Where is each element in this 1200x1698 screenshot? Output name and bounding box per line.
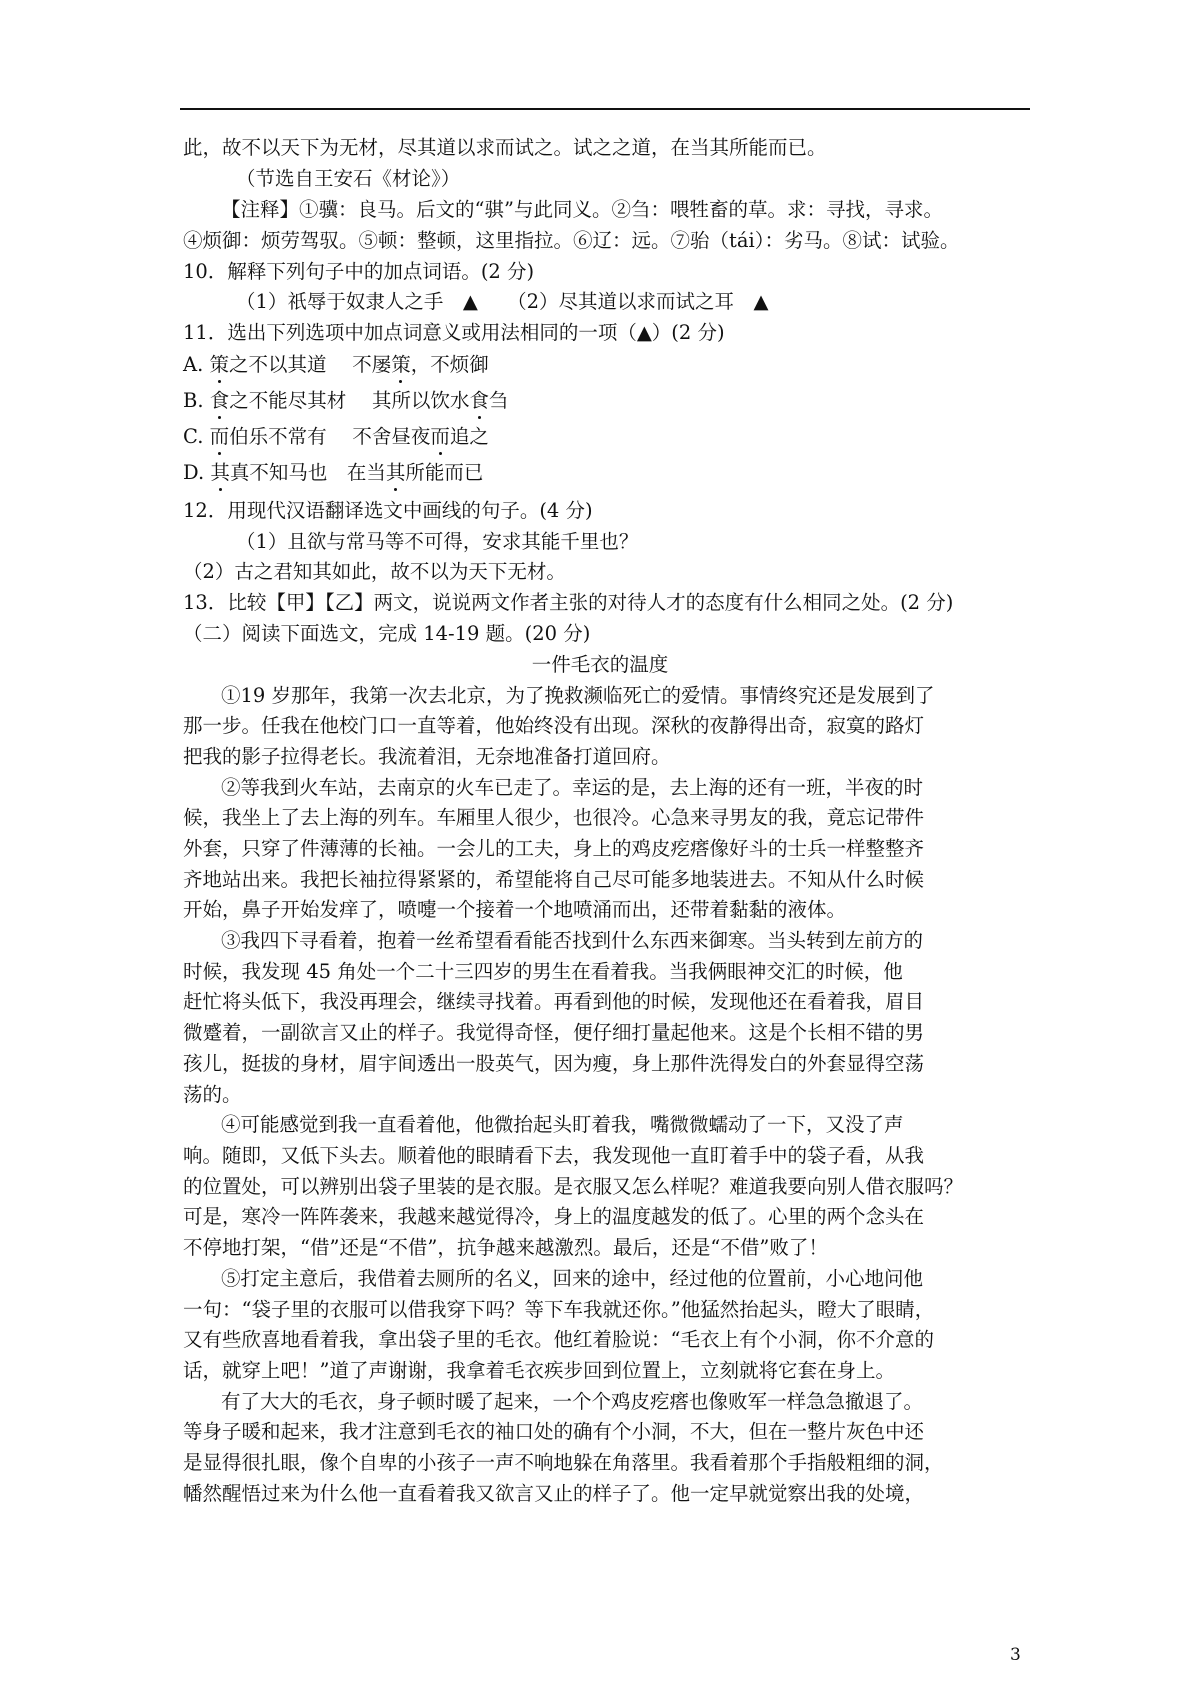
header-rule xyxy=(180,108,1030,110)
option-label: A. xyxy=(183,353,204,376)
paragraph-line: 齐地站出来。我把长袖拉得紧紧的，希望能将自己尽可能多地装进去。不知从什么时候 xyxy=(183,868,925,891)
annotation-line: 【注释】①骥：良马。后文的“骐”与此同义。②刍：喂牲畜的草。求：寻找，寻求。 xyxy=(221,198,943,221)
question-13: 13．比较【甲】【乙】两文，说说两文作者主张的对待人才的态度有什么相同之处。(2 分) xyxy=(183,591,954,614)
section-heading: （二）阅读下面选文，完成 14-19 题。(20 分) xyxy=(183,622,591,645)
paragraph-line: ③我四下寻看着，抱着一丝希望看看能否找到什么东西来御寒。当头转到左前方的 xyxy=(221,929,924,952)
option-label: D. xyxy=(183,461,205,484)
dotted-word: 食 xyxy=(209,389,230,412)
paragraph-line: 把我的影子拉得老长。我流着泪，无奈地准备打道回府。 xyxy=(183,745,671,768)
paragraph-line: 等身子暖和起来，我才注意到毛衣的袖口处的确有个小洞，不大，但在一整片灰色中还 xyxy=(183,1420,925,1443)
option-a xyxy=(183,353,489,377)
paragraph-line: 话，就穿上吧！”道了声谢谢，我拿着毛衣疾步回到位置上，立刻就将它套在身上。 xyxy=(183,1359,895,1382)
option-text: 刍 xyxy=(488,389,509,412)
question-10-items: （1）祇辱于奴隶人之手 ▲ （2）尽其道以求而试之耳 ▲ xyxy=(236,290,769,313)
dotted-word: 其 xyxy=(385,461,406,484)
paragraph-line: 赶忙将头低下，我没再理会，继续寻找着。再看到他的时候，发现他还在看着我，眉目 xyxy=(183,990,925,1013)
text-line: 此，故不以天下为无材，尽其道以求而试之。试之之道，在当其所能而已。 xyxy=(183,136,827,159)
option-text: 所能而已 xyxy=(405,461,484,484)
paragraph-line: 微蹙着，一副欲言又止的样子。我觉得奇怪，便仔细打量起他来。这是个长相不错的男 xyxy=(183,1021,925,1044)
paragraph-line: 可是，寒冷一阵阵袭来，我越来越觉得冷，身上的温度越发的低了。心里的两个念头在 xyxy=(183,1205,925,1228)
paragraph-line: 是显得很扎眼，像个自卑的小孩子一声不响地躲在角落里。我看着那个手指般粗细的洞， xyxy=(183,1451,944,1474)
paragraph-line: 时候，我发现 45 角处一个二十三四岁的男生在看着我。当我俩眼神交汇的时候，他 xyxy=(183,960,903,983)
paragraph-line: 不停地打架，“借”还是“不借”，抗争越来越激烈。最后，还是“不借”败了！ xyxy=(183,1236,828,1259)
option-text: ，不烦御 xyxy=(410,353,489,376)
option-d xyxy=(183,461,483,485)
paragraph-line: 又有些欣喜地看着我，拿出袋子里的毛衣。他红着脸说：“毛衣上有个小洞，你不介意的 xyxy=(183,1328,934,1351)
paragraph-line: ①19 岁那年，我第一次去北京，为了挽救濒临死亡的爱情。事情终究还是发展到了 xyxy=(221,684,935,707)
option-text: 追之 xyxy=(449,425,489,448)
paragraph-line: 的位置处，可以辨别出袋子里装的是衣服。是衣服又怎么样呢？难道我要向别人借衣服吗？ xyxy=(183,1175,964,1198)
option-text: 伯乐不常有 不舍昼夜 xyxy=(229,425,431,448)
page-number: 3 xyxy=(1010,1645,1021,1665)
option-text: 之不能尽其材 其所以饮水 xyxy=(229,389,470,412)
dotted-word: 而 xyxy=(209,425,230,448)
question-12-item: （2）古之君知其如此，故不以为天下无材。 xyxy=(183,560,566,583)
dotted-word: 策 xyxy=(209,353,229,376)
option-b xyxy=(183,389,508,413)
dotted-word: 食 xyxy=(469,389,489,412)
paragraph-line: 那一步。任我在他校门口一直等着，他始终没有出现。深秋的夜静得出奇，寂寞的路灯 xyxy=(183,714,925,737)
dotted-word: 而 xyxy=(430,425,450,448)
paragraph-line: 孩儿，挺拔的身材，眉宇间透出一股英气，因为瘦，身上那件洗得发白的外套显得空荡 xyxy=(183,1052,925,1075)
option-label: B. xyxy=(183,389,204,412)
question-12-item: （1）且欲与常马等不可得，安求其能千里也？ xyxy=(236,530,639,553)
paragraph-line: 响。随即，又低下头去。顺着他的眼睛看下去，我发现他一直盯着手中的袋子看，从我 xyxy=(183,1144,925,1167)
option-text: 真不知马也 在当 xyxy=(229,461,386,484)
article-title: 一件毛衣的温度 xyxy=(531,653,669,676)
paragraph-line: 外套，只穿了件薄薄的长袖。一会儿的工夫，身上的鸡皮疙瘩像好斗的士兵一样整整齐 xyxy=(183,837,925,860)
question-11: 11．选出下列选项中加点词意义或用法相同的一项（▲）(2 分) xyxy=(183,321,725,344)
annotation-line: ④烦御：烦劳驾驭。⑤顿：整顿，这里指拉。⑥辽：远。⑦骀（tái）：劣马。⑧试：试验。 xyxy=(183,229,960,252)
paragraph-line: 幡然醒悟过来为什么他一直看着我又欲言又止的样子了。他一定早就觉察出我的处境， xyxy=(183,1482,925,1505)
paragraph-line: ②等我到火车站，去南京的火车已走了。幸运的是，去上海的还有一班，半夜的时 xyxy=(221,776,924,799)
question-10: 10．解释下列句子中的加点词语。(2 分) xyxy=(183,260,535,283)
option-text: 之不以其道 不屡 xyxy=(229,353,392,376)
paragraph-line: 荡的。 xyxy=(183,1083,242,1106)
paragraph-line: 一句：“袋子里的衣服可以借我穿下吗？等下车我就还你。”他猛然抬起头，瞪大了眼睛， xyxy=(183,1298,935,1321)
paragraph-line: ④可能感觉到我一直看着他，他微抬起头盯着我，嘴微微蠕动了一下，又没了声 xyxy=(221,1113,904,1136)
dotted-word: 其 xyxy=(210,461,230,484)
question-12: 12．用现代汉语翻译选文中画线的句子。(4 分) xyxy=(183,499,593,522)
paragraph-line: 开始，鼻子开始发痒了，喷嚏一个接着一个地喷涌而出，还带着黏黏的液体。 xyxy=(183,898,847,921)
dotted-word: 策 xyxy=(391,353,411,376)
option-c xyxy=(183,425,489,449)
paragraph-line: 有了大大的毛衣，身子顿时暖了起来，一个个鸡皮疙瘩也像败军一样急急撤退了。 xyxy=(221,1390,924,1413)
option-label: C. xyxy=(183,425,204,448)
source-citation: （节选自王安石《材论》） xyxy=(236,167,461,190)
paragraph-line: 候，我坐上了去上海的列车。车厢里人很少，也很冷。心急来寻男友的我，竟忘记带件 xyxy=(183,806,925,829)
paragraph-line: ⑤打定主意后，我借着去厕所的名义，回来的途中，经过他的位置前，小心地问他 xyxy=(221,1267,924,1290)
